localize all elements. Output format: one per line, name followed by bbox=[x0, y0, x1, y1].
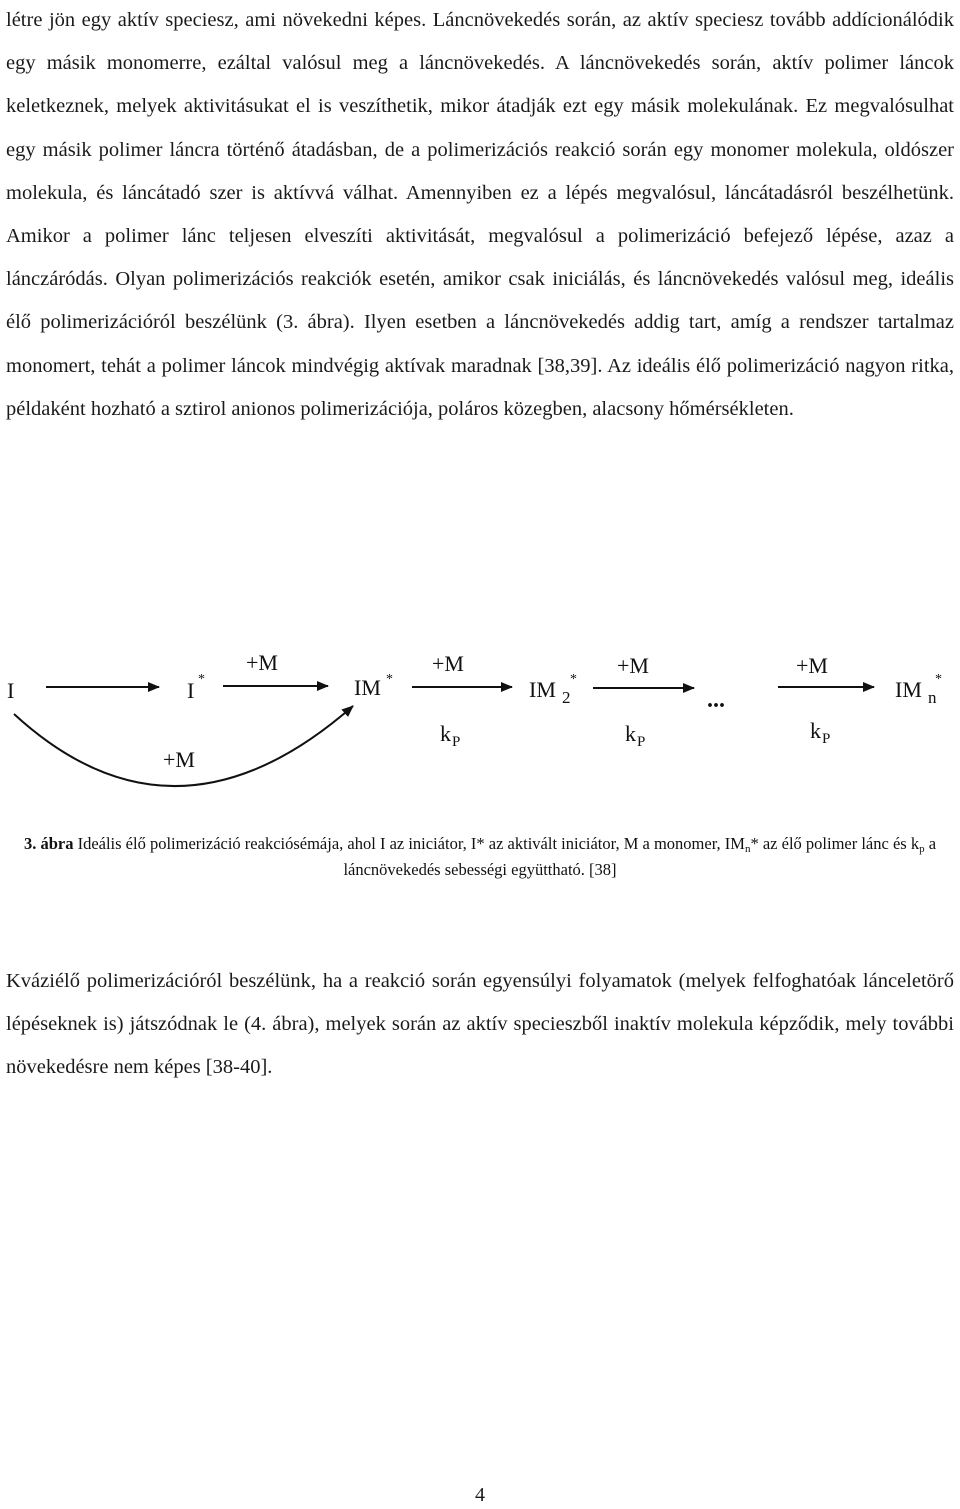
rate-constant-sub: P bbox=[822, 731, 831, 747]
species-activated-initiator: I bbox=[187, 678, 195, 703]
species-initiator: I bbox=[7, 678, 15, 703]
rate-constant-k: k bbox=[625, 721, 636, 746]
figure-caption bbox=[0, 831, 960, 883]
species-im2: IM bbox=[529, 677, 556, 702]
figure-label: 3. ábra bbox=[23, 834, 74, 853]
subscript-2: 2 bbox=[562, 688, 571, 707]
body-paragraph-2: Kváziélő polimerizációról beszélünk, ha a reakció során egyensúlyi folyamatok (melyek felfoghatóak lánceletörő lépéseknek is) játszódnak le (4. ábra), melyek során az aktív specieszből inaktív molekula képződik, mely további növekedésre nem képes [38-40]. bbox=[6, 970, 954, 1079]
species-im: IM bbox=[354, 675, 381, 700]
monomer-label: +M bbox=[246, 650, 278, 675]
caption-text-c: a láncnövekedés sebességi együttható. [38] bbox=[343, 834, 937, 879]
caption-sub-p: p bbox=[919, 843, 925, 855]
page-number: 4 bbox=[475, 1484, 485, 1506]
monomer-label: +M bbox=[617, 653, 649, 678]
subscript-n: n bbox=[928, 688, 937, 707]
rate-constant-sub: P bbox=[452, 734, 461, 750]
caption-text-b: * az élő polimer lánc és k bbox=[750, 834, 920, 853]
star-superscript: * bbox=[570, 672, 577, 687]
curved-arrow-monomer-label: +M bbox=[163, 747, 195, 772]
star-superscript: * bbox=[198, 672, 205, 687]
body-paragraph-1: létre jön egy aktív speciesz, ami növekedni képes. Láncnövekedés során, az aktív speciesz tovább addícionálódik egy másik monomerre, ezáltal valósul meg a láncnövekedés. A láncnövekedés során, aktív polimer láncok keletkeznek, melyek aktivitásukat el is veszíthetik, mikor átadják ezt egy másik molekulának. Ez megvalósulhat egy másik polimer láncra történő átadásban, de a polimerizációs reakció során egy monomer molekula, oldószer molekula, és láncátadó szer is aktívvá válhat. Amennyiben ez a lépés megvalósul, láncátadásról beszélhetünk. Amikor a polimer lánc teljesen elveszíti aktivitását, megvalósul a polimerizáció befejező lépése, azaz a lánczáródás. Olyan polimerizációs reakciók esetén, amikor csak iniciálás, és láncnövekedés valósul meg, ideális élő polimerizációról beszélünk (3. ábra). Ilyen esetben a láncnövekedés addig tart, amíg a rendszer tartalmaz monomert, tehát a polimer láncok mindvégig aktívak maradnak [38,39]. Az ideális élő polimerizáció nagyon ritka, példaként hozható a sztirol anionos polimerizációja, poláros közegben, alacsony hőmérsékleten. bbox=[6, 9, 954, 420]
reaction-scheme-figure bbox=[0, 640, 960, 810]
star-superscript: * bbox=[935, 672, 942, 687]
reaction-scheme-svg bbox=[0, 640, 960, 810]
species-imn: IM bbox=[895, 677, 922, 702]
caption-text-a: Ideális élő polimerizáció reakciósémája, ahol I az iniciátor, I* az aktivált iniciátor, M a monomer, IM bbox=[73, 834, 745, 853]
rate-constant-sub: P bbox=[637, 734, 646, 750]
ellipsis: ... bbox=[707, 687, 725, 713]
monomer-label: +M bbox=[432, 651, 464, 676]
rate-constant-k: k bbox=[810, 718, 821, 743]
monomer-label: +M bbox=[796, 653, 828, 678]
caption-sub-n: n bbox=[744, 843, 751, 855]
star-superscript: * bbox=[386, 672, 393, 687]
rate-constant-k: k bbox=[440, 721, 451, 746]
